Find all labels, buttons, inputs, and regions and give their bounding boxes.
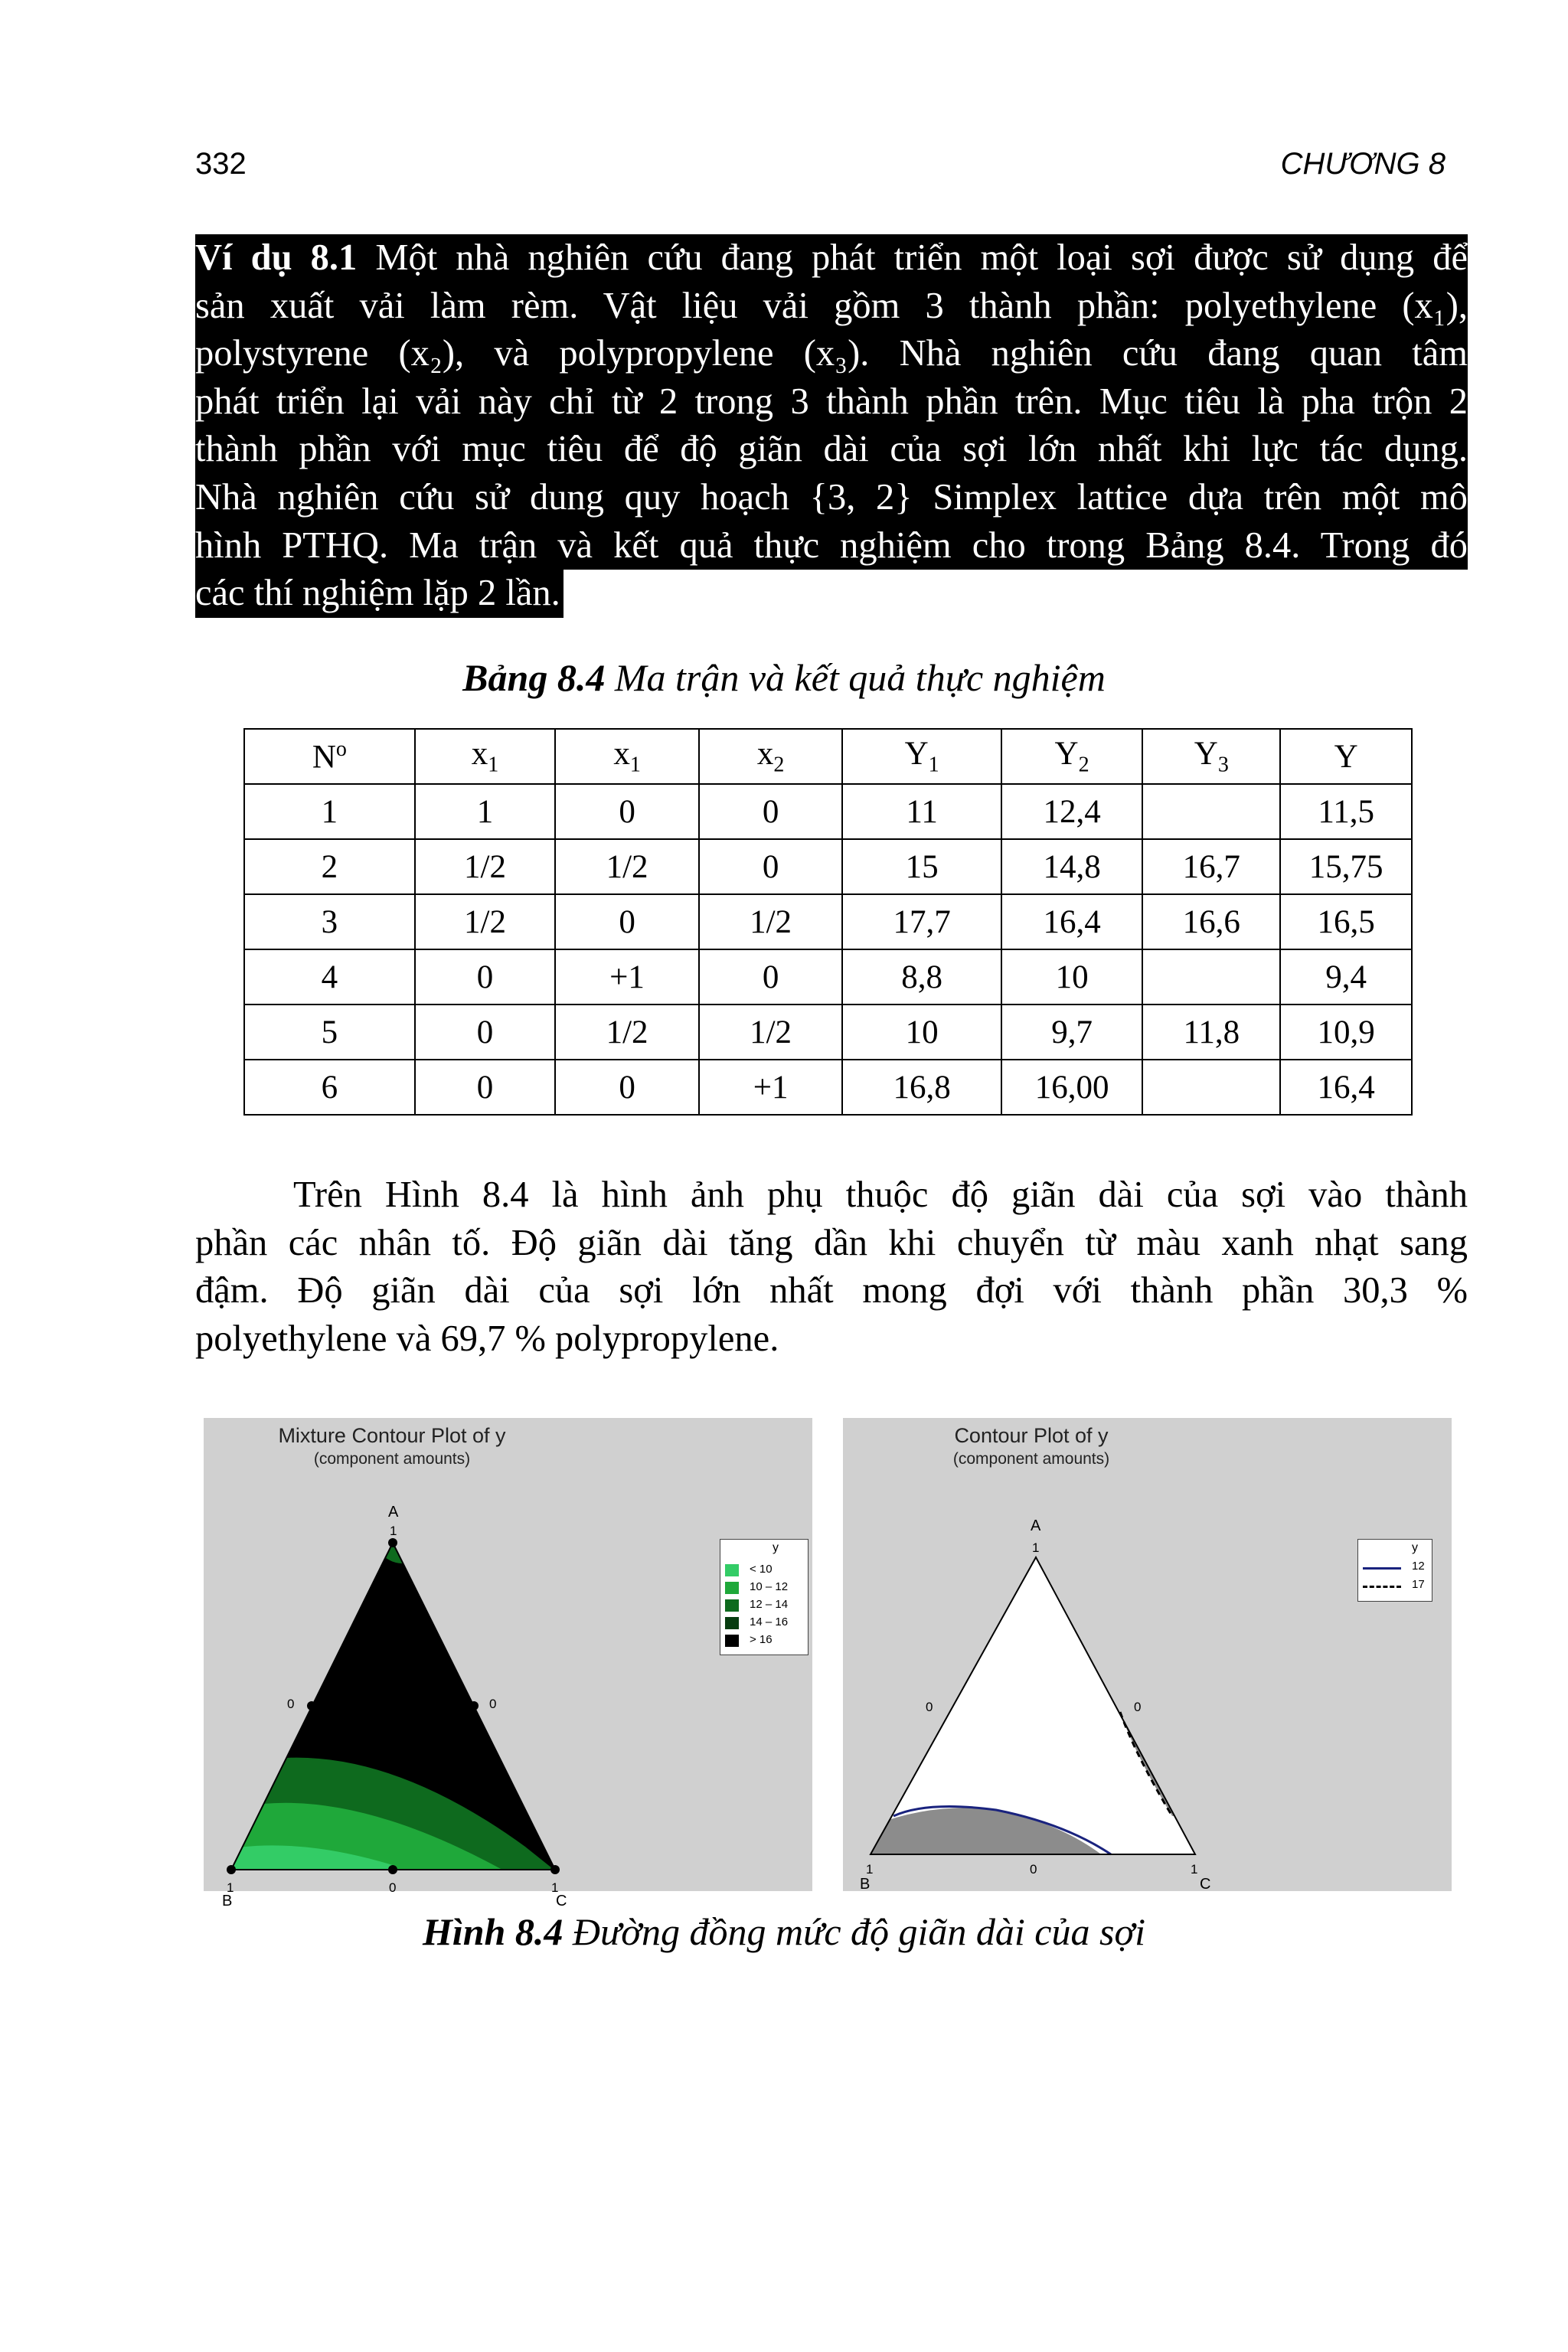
table-cell: 16,5 <box>1280 894 1412 949</box>
right-tick-bottom-mid: 0 <box>1030 1862 1037 1877</box>
example-block <box>195 234 1468 618</box>
table-cell: 16,4 <box>1001 894 1142 949</box>
legend-label: > 16 <box>750 1633 773 1646</box>
table-cell: 5 <box>244 1004 415 1060</box>
left-tick-bottom-mid: 0 <box>389 1880 397 1895</box>
right-legend-item <box>1363 1560 1429 1575</box>
legend-swatch <box>725 1564 739 1576</box>
left-legend-item <box>725 1580 805 1596</box>
table-cell: 0 <box>415 949 556 1004</box>
table-cell: 14,8 <box>1001 839 1142 894</box>
left-legend-item <box>725 1563 805 1578</box>
legend-label: 14 – 16 <box>750 1615 789 1628</box>
right-tick-left-mid: 0 <box>926 1700 933 1714</box>
left-tick-top: 1 <box>390 1524 397 1538</box>
table-cell: 16,00 <box>1001 1060 1142 1115</box>
table-cell: +1 <box>555 949 699 1004</box>
example-line-6: Nhà nghiên cứu sử dung quy hoạch {3, 2} Simplex lattice dựa trên một mô <box>195 474 1468 522</box>
header-cell-x1-b: $x_1$ <box>555 729 699 784</box>
header-cell-y2: $Y_2$ <box>1001 729 1142 784</box>
right-vertex-c-label: C <box>1200 1876 1211 1893</box>
paragraph-line-3: đậm. Độ giãn dài của sợi lớn nhất mong đợi với thành phần 30,3 % <box>195 1270 1468 1312</box>
table-cell: +1 <box>699 1060 843 1115</box>
left-legend-title: y <box>773 1541 779 1554</box>
right-tick-right-mid: 0 <box>1134 1700 1142 1714</box>
table-cell: 0 <box>555 1060 699 1115</box>
example-label: Ví dụ 8.1 <box>195 237 358 278</box>
left-legend-item <box>725 1598 805 1613</box>
legend-line <box>1363 1567 1401 1570</box>
left-tick-bottom-right: 1 <box>551 1880 559 1895</box>
table-cell: 16,6 <box>1142 894 1280 949</box>
paragraph-line-2: phần các nhân tố. Độ giãn dài tăng dần khi chuyển từ màu xanh nhạt sang <box>195 1222 1468 1263</box>
table-cell: 4 <box>244 949 415 1004</box>
left-plot-title: Mixture Contour Plot of y <box>278 1424 506 1447</box>
table-row <box>244 1004 1412 1060</box>
example-line-7: hình PTHQ. Ma trận và kết quả thực nghiệm cho trong Bảng 8.4. Trong đó <box>195 522 1468 570</box>
table-cell <box>1142 1060 1280 1115</box>
left-legend <box>720 1539 808 1655</box>
example-line-4: phát triển lại vải này chỉ từ 2 trong 3 thành phần trên. Mục tiêu là pha trộn 2 <box>195 378 1468 426</box>
example-line-8: các thí nghiệm lặp 2 lần. <box>195 570 564 618</box>
header-cell-y: Y <box>1280 729 1412 784</box>
table-cell: 1 <box>244 784 415 839</box>
left-legend-item <box>725 1615 805 1631</box>
table-cell: 11 <box>842 784 1001 839</box>
left-vertex-b-label: B <box>222 1893 233 1909</box>
page-number: 332 <box>195 147 247 181</box>
table-cell: 0 <box>699 784 843 839</box>
right-vertex-b-label: B <box>860 1876 871 1893</box>
figure-caption-text: Đường đồng mức độ giãn dài của sợi <box>572 1910 1146 1953</box>
header-cell-no: $N^o$ <box>244 729 415 784</box>
table-cell: 16,8 <box>842 1060 1001 1115</box>
example-line-3: polystyrene (x₂), và polypropylene (x₃). Nhà nghiên cứu đang quan tâm <box>195 330 1468 378</box>
legend-line <box>1363 1586 1401 1588</box>
table-cell: 16,4 <box>1280 1060 1412 1115</box>
header-cell-y1: $Y_1$ <box>842 729 1001 784</box>
table-cell: 0 <box>415 1060 556 1115</box>
right-tick-bottom-left: 1 <box>866 1862 874 1877</box>
right-legend-item <box>1363 1578 1429 1593</box>
mixture-contour-plot <box>204 1418 812 1909</box>
body-paragraph <box>195 1171 1468 1363</box>
contour-plot <box>843 1418 1452 1891</box>
header-cell-x2: $x_2$ <box>699 729 843 784</box>
legend-label: 12 <box>1412 1560 1425 1573</box>
table-cell: 1/2 <box>415 839 556 894</box>
table-cell: 3 <box>244 894 415 949</box>
table-cell: 2 <box>244 839 415 894</box>
table-caption-text: Ma trận và kết quả thực nghiệm <box>614 656 1106 699</box>
figure-caption <box>0 1909 1568 1954</box>
left-vertex-a-label: A <box>388 1504 399 1521</box>
table-cell <box>1142 949 1280 1004</box>
legend-label: < 10 <box>750 1563 773 1576</box>
table-cell: 11,8 <box>1142 1004 1280 1060</box>
table-cell: 0 <box>555 894 699 949</box>
legend-swatch <box>725 1599 739 1612</box>
table-cell: 10 <box>1001 949 1142 1004</box>
legend-label: 10 – 12 <box>750 1580 789 1593</box>
right-legend-title: y <box>1412 1541 1418 1554</box>
table-cell: 0 <box>699 949 843 1004</box>
table-cell: 10 <box>842 1004 1001 1060</box>
legend-swatch <box>725 1582 739 1594</box>
table-cell: 1/2 <box>415 894 556 949</box>
legend-label: 12 – 14 <box>750 1598 789 1611</box>
table-cell: 0 <box>555 784 699 839</box>
legend-label: 17 <box>1412 1578 1425 1591</box>
table-row <box>244 784 1412 839</box>
table-cell: 1 <box>415 784 556 839</box>
table-cell: 0 <box>415 1004 556 1060</box>
table-cell: 8,8 <box>842 949 1001 1004</box>
data-table <box>243 728 1413 1116</box>
chapter-title: CHƯƠNG 8 <box>1280 147 1446 181</box>
table-body <box>244 784 1412 1115</box>
left-plot-subtitle: (component amounts) <box>313 1450 471 1468</box>
legend-swatch <box>725 1635 739 1647</box>
figure-caption-label: Hình 8.4 <box>422 1910 564 1953</box>
right-tick-top: 1 <box>1032 1540 1040 1555</box>
table-cell: 1/2 <box>555 1004 699 1060</box>
table-row <box>244 1060 1412 1115</box>
table-cell: 9,7 <box>1001 1004 1142 1060</box>
table-cell: 12,4 <box>1001 784 1142 839</box>
legend-swatch <box>725 1617 739 1629</box>
top-contour-region <box>376 1533 418 1563</box>
left-vertex-c-label: C <box>556 1893 567 1909</box>
table-cell: 0 <box>699 839 843 894</box>
table-cell: 1/2 <box>699 1004 843 1060</box>
table-row <box>244 894 1412 949</box>
paragraph-line-4: polyethylene và 69,7 % polypropylene. <box>195 1318 779 1359</box>
table-cell <box>1142 784 1280 839</box>
right-plot-title: Contour Plot of y <box>954 1424 1109 1447</box>
table-cell: 17,7 <box>842 894 1001 949</box>
right-plot-subtitle: (component amounts) <box>952 1450 1110 1468</box>
left-tick-right-mid: 0 <box>489 1697 497 1711</box>
header-cell-x1-a: $x_1$ <box>415 729 556 784</box>
example-line-2: sản xuất vải làm rèm. Vật liệu vải gồm 3 thành phần: polyethylene (x₁), <box>195 283 1468 331</box>
table-header-row <box>244 729 1412 784</box>
example-line-5: thành phần với mục tiêu để độ giãn dài của sợi lớn nhất khi lực tác dụng. <box>195 426 1468 474</box>
left-legend-item <box>725 1633 805 1648</box>
table-caption-label: Bảng 8.4 <box>462 656 606 699</box>
right-vertex-a-label: A <box>1031 1517 1041 1534</box>
right-legend <box>1357 1539 1432 1602</box>
table-caption <box>0 655 1568 700</box>
table-cell: 9,4 <box>1280 949 1412 1004</box>
right-ternary-svg <box>843 1418 1452 1891</box>
table-row <box>244 949 1412 1004</box>
table-cell: 1/2 <box>555 839 699 894</box>
right-tick-bottom-right: 1 <box>1191 1862 1198 1877</box>
table-cell: 15,75 <box>1280 839 1412 894</box>
paragraph-line-1: Trên Hình 8.4 là hình ảnh phụ thuộc độ giãn dài của sợi vào thành <box>293 1174 1468 1215</box>
table-row <box>244 839 1412 894</box>
header-cell-y3: $Y_3$ <box>1142 729 1280 784</box>
table-cell: 16,7 <box>1142 839 1280 894</box>
table-cell: 6 <box>244 1060 415 1115</box>
example-line-1-text: Một nhà nghiên cứu đang phát triển một loại sợi được sử dụng để <box>375 237 1468 278</box>
table-cell: 1/2 <box>699 894 843 949</box>
left-tick-left-mid: 0 <box>287 1697 295 1711</box>
left-tick-bottom-left: 1 <box>227 1880 234 1895</box>
table-cell: 15 <box>842 839 1001 894</box>
table-cell: 10,9 <box>1280 1004 1412 1060</box>
example-line-1 <box>195 234 1468 283</box>
table-cell: 11,5 <box>1280 784 1412 839</box>
